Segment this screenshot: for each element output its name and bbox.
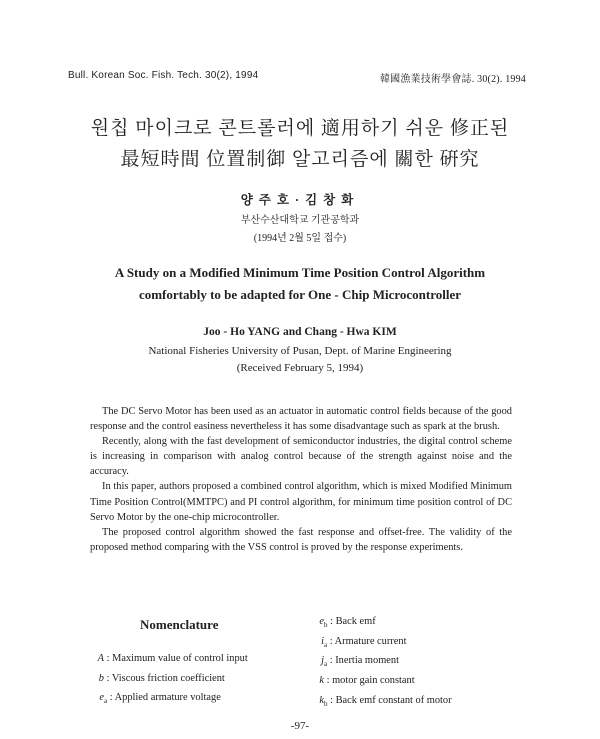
nomenclature-description: : Viscous friction coefficient — [106, 672, 225, 684]
abstract — [90, 404, 512, 555]
nomenclature-symbol: e — [319, 616, 324, 627]
nomenclature-entry — [310, 614, 452, 634]
abstract-paragraph: The proposed control algorithm showed the fast response and offset-free. The validity of the proposed method comparing with the VSS control is proved by the response experiments. — [90, 526, 512, 553]
nomenclature-subscript: b — [324, 699, 328, 708]
nomenclature-symbol: e — [99, 692, 104, 704]
english-authors: Joo - Ho YANG and Chang - Hwa KIM — [203, 326, 397, 338]
nomenclature-symbol: k — [319, 675, 324, 687]
nomenclature-description: : Maximum value of control input — [106, 653, 248, 664]
nomenclature-description: : Back emf constant of motor — [330, 694, 452, 706]
nomenclature-subscript: a — [104, 697, 108, 706]
korean-title-line1: 원칩 마이크로 콘트롤러에 適用하기 쉬운 修正된 — [90, 118, 510, 139]
english-affiliation: National Fisheries University of Pusan, Dept. of Marine Engineering — [148, 345, 452, 357]
nomenclature-entry — [310, 693, 452, 713]
nomenclature-entry — [90, 651, 248, 671]
korean-received-date: (1994년 2월 5일 접수) — [253, 233, 347, 244]
nomenclature-subscript: a — [324, 660, 328, 669]
nomenclature-left-column — [90, 651, 248, 710]
nomenclature-description: : motor gain constant — [326, 675, 415, 687]
page-number: -97- — [290, 720, 310, 732]
nomenclature-description: : Inertia moment — [329, 655, 399, 667]
nomenclature-entry — [310, 634, 452, 654]
nomenclature-subscript: b — [324, 621, 328, 630]
english-title-line1: A Study on a Modified Minimum Time Position Control Algorithm — [114, 265, 486, 280]
nomenclature-description: : Applied armature voltage — [109, 692, 221, 704]
english-received-date: (Received February 5, 1994) — [236, 362, 364, 374]
nomenclature-subscript: a — [324, 640, 328, 649]
nomenclature-entry — [90, 690, 248, 710]
nomenclature-title: Nomenclature — [140, 617, 219, 632]
nomenclature-description: : Back emf — [330, 616, 376, 627]
abstract-paragraph: Recently, along with the fast development of semiconductor industries, the digital control scheme is increasing in comparison with analog control because of the strength against noise and the accuracy. — [90, 436, 512, 478]
nomenclature-symbol: b — [98, 672, 104, 684]
korean-authors: 양주호·김창화 — [240, 193, 360, 207]
nomenclature-symbol: A — [97, 653, 104, 664]
korean-title-line2: 最短時間 位置制御 알고리즘에 關한 硏究 — [120, 149, 480, 170]
english-title-line2: comfortably to be adapted for One - Chip Microcontroller — [138, 287, 462, 302]
journal-header-right: 韓國漁業技術學會誌. 30(2). 1994 — [379, 74, 526, 85]
journal-header-left: Bull. Korean Soc. Fish. Tech. 30(2), 1994 — [68, 70, 259, 81]
nomenclature-symbol: i — [321, 635, 324, 647]
nomenclature-right-column — [310, 614, 452, 712]
nomenclature-entry — [310, 653, 452, 673]
abstract-paragraph: In this paper, authors proposed a combined control algorithm, which is mixed Modified Minimum Time Position Control(MMTPC) and PI control algorithm, for minimum time position control of DC Servo Motor by the one-chip microcontroller. — [90, 481, 512, 523]
nomenclature-description: : Armature current — [329, 635, 407, 647]
nomenclature-entry — [310, 673, 452, 693]
korean-affiliation: 부산수산대학교 기관공학과 — [240, 215, 360, 226]
nomenclature-symbol: j — [321, 655, 324, 667]
nomenclature-entry — [90, 671, 248, 691]
abstract-paragraph: The DC Servo Motor has been used as an actuator in automatic control fields because of the good response and the control easiness nevertheless it has some disadvantage such as spark at the brush. — [90, 406, 512, 433]
nomenclature-symbol: k — [319, 694, 324, 706]
